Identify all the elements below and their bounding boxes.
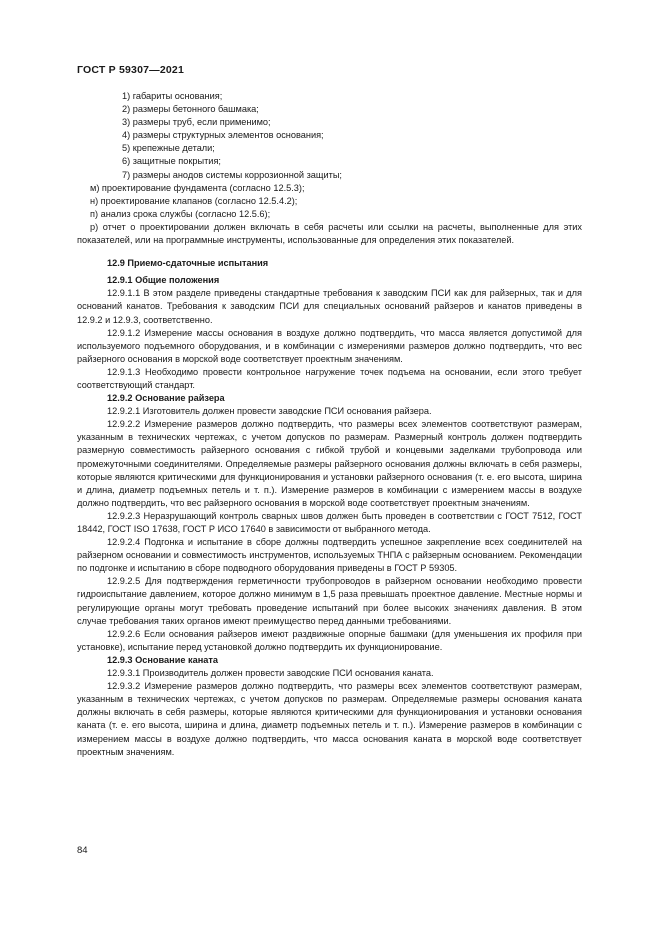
page-number: 84: [77, 845, 88, 856]
paragraph: 12.9.1.1 В этом разделе приведены стандартные требования к заводским ПСИ как для райзерных, так и для оснований канатов. Требования к заводским ПСИ для специальных оснований райзеров и канатов приведены в 12.9.2 и 12.9.3, соответственно.: [77, 288, 582, 325]
paragraph: 12.9.2.3 Неразрушающий контроль сварных швов должен быть проведен в соответствии с ГОСТ 7512, ГОСТ 18442, ГОСТ ISO 17638, ГОСТ Р ИСО 17640 в зависимости от выбранного метода.: [77, 510, 582, 534]
list-item: 4) размеры структурных элементов основания;: [122, 130, 324, 141]
list-item: н) проектирование клапанов (согласно 12.5.4.2);: [90, 195, 298, 206]
list-item: 7) размеры анодов системы коррозионной защиты;: [122, 169, 342, 180]
list-item-report: р) отчет о проектировании должен включать в себя расчеты или ссылки на расчеты, выполненные для этих показателей, или на программные инструменты, использованные для определения этих показателей.: [77, 221, 582, 246]
paragraph: 12.9.3.2 Измерение размеров должно подтвердить, что размеры всех элементов соответствуют размерам, указанным в технических чертежах, с учетом допусков по размерам. Определяемые размеры основания каната должны включать в себя размеры, которые являются критическими для функционирования и установки основания каната (т. е. его высота, ширина и длина, диаметр подъемных петель и т. п.). Измерение размеров в комбинации с измерением массы в воздухе должно подтвердить, что масса основания каната в морской воде соответствует проектным значениям.: [77, 681, 582, 757]
list-item: 5) крепежные детали;: [122, 143, 215, 154]
list-item: п) анализ срока службы (согласно 12.5.6);: [90, 208, 271, 219]
subsection-heading: 12.9.3 Основание каната: [107, 654, 218, 665]
list-item: м) проектирование фундамента (согласно 12.5.3);: [90, 182, 305, 193]
subsection-heading: 12.9.2 Основание райзера: [107, 393, 225, 404]
paragraph: 12.9.2.5 Для подтверждения герметичности трубопроводов в райзерном основании необходимо провести гидроиспытание давлением, которое должно минимум в 1,5 раза превышать проектное давление. Местные нормы и регулирующие органы могут требовать проведение испытаний при более высоких значениях давления. В этом случае требования таких органов имеют преимущество перед данными требованиями.: [77, 576, 582, 626]
paragraph: 12.9.2.6 Если основания райзеров имеют раздвижные опорные башмаки (для уменьшения их профиля при установке), испытание перед установкой должно подтвердить их функционирование.: [77, 628, 582, 652]
list-item: 2) размеры бетонного башмака;: [122, 104, 259, 115]
document-body: [77, 90, 582, 759]
document-header: ГОСТ Р 59307—2021: [77, 64, 185, 76]
list-item: 1) габариты основания;: [122, 91, 223, 101]
list-item: 3) размеры труб, если применимо;: [122, 117, 271, 128]
paragraph: 12.9.1.2 Измерение массы основания в воздухе должно подтвердить, что масса является допустимой для используемого подъемного оборудования, и в комбинации с измерениями размеров должно подтвердить, что вес райзерного основания в морской воде соответствует проектным значениям.: [77, 327, 582, 364]
paragraph: 12.9.2.2 Измерение размеров должно подтвердить, что размеры всех элементов соответствуют размерам, указанным в технических чертежах, с учетом допусков по размерам. Размерный контроль должен подтвердить размерную совместимость райзерного основания с гибкой трубой и концевыми заделками трубопровода или промежуточными соединителями. Определяемые размеры райзерного основания должны включать в себя размеры, которые являются критическими для функционирования и установки райзерного основания (т. е. его высота, ширина и длина, диаметр подъемных петель и т. п.). Измерение размеров в комбинации с измерением массы в воздухе должно подтвердить, что вес райзерного основания в морской воде соответствует проектным значениям.: [77, 419, 582, 508]
paragraph: 12.9.3.1 Производитель должен провести заводские ПСИ основания каната.: [107, 668, 434, 679]
section-heading: 12.9 Приемо-сдаточные испытания: [107, 258, 269, 269]
paragraph: 12.9.2.4 Подгонка и испытание в сборе должны подтвердить успешное закрепление всех соединителей на райзерном основании и совместимость инструментов, используемых ТНПА с райзерным основанием. Рекомендации по подгонке и испытанию в сборе подводного оборудования приведены в ГОСТ Р 59305.: [77, 537, 582, 574]
subsection-heading: 12.9.1 Общие положения: [107, 275, 220, 286]
list-item: 6) защитные покрытия;: [122, 156, 221, 167]
paragraph: 12.9.2.1 Изготовитель должен провести заводские ПСИ основания райзера.: [107, 406, 432, 417]
paragraph: 12.9.1.3 Необходимо провести контрольное нагружение точек подъема на основании, если этого требует соответствующий стандарт.: [77, 366, 582, 390]
